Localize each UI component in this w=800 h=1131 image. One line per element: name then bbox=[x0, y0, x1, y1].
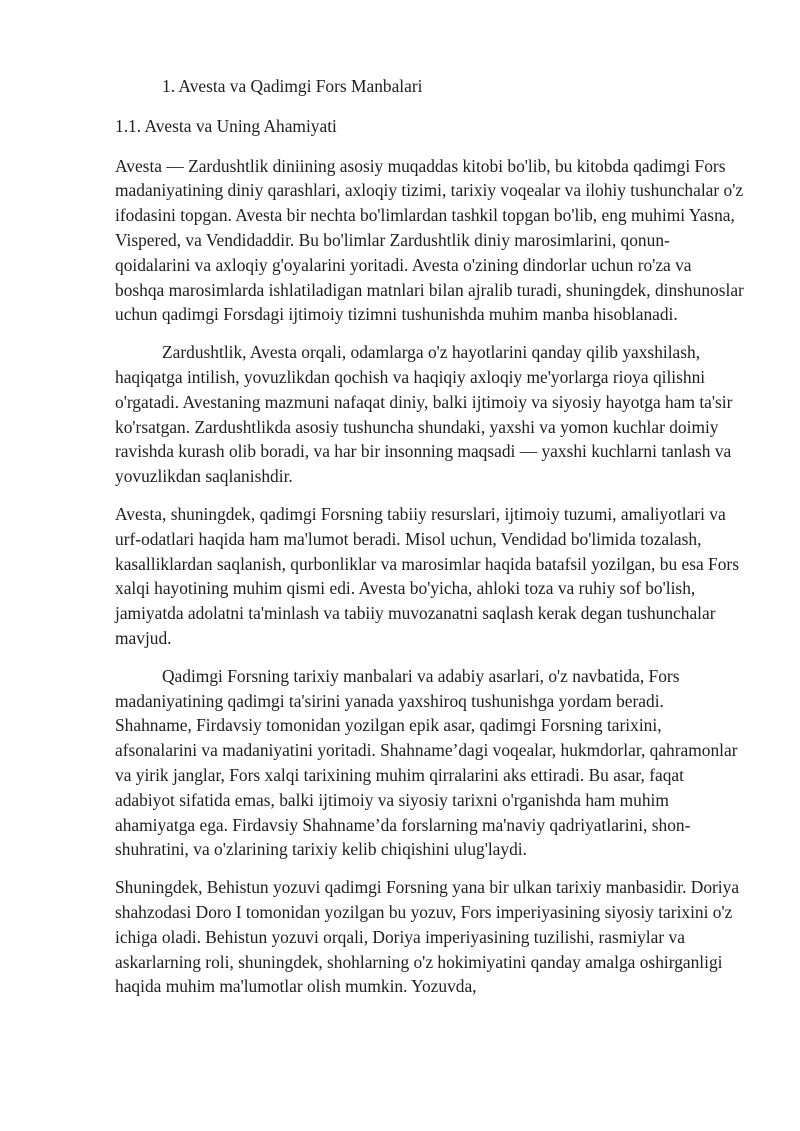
paragraph-5: Shuningdek, Behistun yozuvi qadimgi Forsning yana bir ulkan tarixiy manbasidir. Doriya shahzodasi Doro I tomonidan yozilgan bu yozuv, Fors imperiyasining siyosiy tarixini o'z ichiga oladi. Behistun yozuvi orqali, Doriya imperiyasining tuzilishi, rasmiylar va askarlarning roli, shuningdek, shohlarning o'z hokimiyatini qanday amalga oshirganligi haqida muhim ma'lumotlar olish mumkin. Yozuvda, bbox=[115, 877, 740, 997]
paragraph-1: Avesta — Zardushtlik diniining asosiy muqaddas kitobi bo'lib, bu kitobda qadimgi Fors madaniyatining diniy qarashlari, axloqiy tizimi, tarixiy voqealar va ilohiy tushunchalar o'z ifodasini topgan. Avesta bir nechta bo'limlardan tashkil topgan bo'lib, eng muhimi Yasna, Vispered, va Vendidaddir. Bu bo'limlar Zardushtlik diniy marosimlarini, qonun-qoidalarini va axloqiy g'oyalarini yoritadi. Avesta o'zining dindorlar uchun ro'za va boshqa marosimlarda ishlatiladigan matnlari bilan ajralib turadi, shuningdek, dinshunoslar uchun qadimgi Forsdagi ijtimoiy tizimni tushunishda muhim manba hisoblanadi. bbox=[115, 155, 744, 325]
section-heading: 1. Avesta va Qadimgi Fors Manbalari bbox=[162, 76, 423, 96]
paragraph-2: Zardushtlik, Avesta orqali, odamlarga o'z hayotlarini qanday qilib yaxshilash, haqiqatga intilish, yovuzlikdan qochish va haqiqiy axloqiy me'yorlarga rioya qilishni o'rgatadi. Avestaning mazmuni nafaqat diniy, balki ijtimoiy va siyosiy hayotga ham ta'sir ko'rsatgan. Zardushtlikda asosiy tushuncha shundaki, yaxshi va yomon kuchlar doimiy ravishda kurash olib boradi, va har bir insonning maqsadi — yaxshi kuchlarni tanlash va yovuzlikdan saqlanishdir. bbox=[115, 342, 733, 487]
document-body bbox=[115, 74, 745, 1012]
paragraph-4: Qadimgi Forsning tarixiy manbalari va adabiy asarlari, o'z navbatida, Fors madaniyatining qadimgi ta'sirini yanada yaxshiroq tushunishga yordam beradi. Shahname, Firdavsiy tomonidan yozilgan epik asar, qadimgi Forsning tarixini, afsonalarini va madaniyatini yoritadi. Shahname’dagi voqealar, hukmdorlar, qahramonlar va yirik janglar, Fors xalqi tarixining muhim qirralarini aks ettiradi. Bu asar, faqat adabiyot sifatida emas, balki ijtimoiy va siyosiy tarixni o'rganishda ham muhim ahamiyatga ega. Firdavsiy Shahname’da forslarning ma'naviy qadriyatlarini, shon-shuhratini, va o'zlarining tarixiy kelib chiqishini ulug'laydi. bbox=[115, 665, 738, 860]
subsection-heading: 1.1. Avesta va Uning Ahamiyati bbox=[115, 115, 337, 136]
paragraph-3: Avesta, shuningdek, qadimgi Forsning tabiiy resurslari, ijtimoiy tuzumi, amaliyotlari va urf-odatlari haqida ham ma'lumot beradi. Misol uchun, Vendidad bo'limida tozalash, kasalliklardan saqlanish, qurbonliklar va marosimlar haqida batafsil yozilgan, bu esa Fors xalqi hayotining muhim qismi edi. Avesta bo'yicha, ahloki toza va ruhiy sof bo'lish, jamiyatda adolatni ta'minlash va tabiiy muvozanatni saqlash kerak degan tushunchalar mavjud. bbox=[115, 503, 739, 648]
